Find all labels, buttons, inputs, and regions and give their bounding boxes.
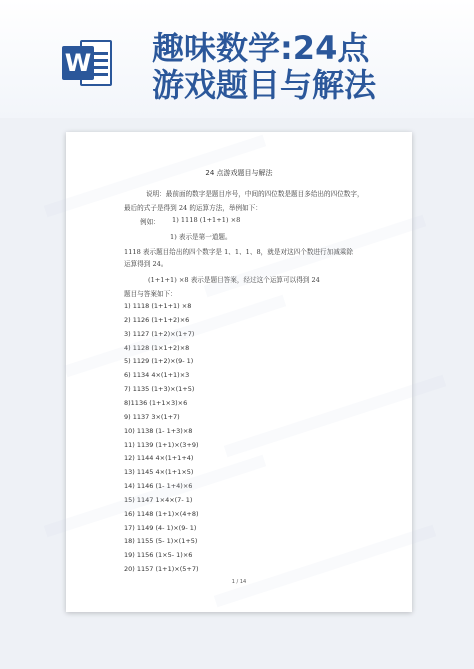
answer-item: 15) 1147 1×4×(7- 1): [124, 495, 193, 504]
answer-item: 9) 1137 3×(1+7): [124, 412, 180, 421]
answer-item: 20) 1157 (1+1)×(5+7): [124, 565, 199, 574]
example-text: 1) 1118 (1+1+1) ×8: [172, 216, 241, 224]
intro-line-2: 最后的式子是得到 24 的运算方法，举例如下：: [124, 204, 262, 212]
document-title: 24 点游戏题目与解法: [205, 169, 273, 177]
word-logo-icon: [62, 38, 114, 90]
example-label: 例如：: [140, 218, 160, 226]
header-banner: [0, 0, 474, 118]
answer-item: 13) 1145 4×(1+1×5): [124, 468, 194, 477]
answer-item: 6) 1134 4×(1+1)×3: [124, 371, 190, 380]
answer-item: 3) 1127 (1+2)×(1+7): [124, 329, 195, 338]
page-number: 1 / 14: [231, 579, 247, 585]
title-line-1: 趣味数学:24点: [152, 29, 370, 67]
explain-line-1: 1) 表示是第一道题。: [170, 233, 232, 241]
answer-item: 12) 1144 4×(1+1+4): [124, 454, 194, 463]
answer-item: 14) 1146 (1- 1+4)×6: [124, 482, 193, 491]
answer-item: 19) 1156 (1×5- 1)×6: [124, 551, 193, 560]
answer-item: 7) 1135 (1+3)×(1+5): [124, 385, 195, 394]
answer-item: 4) 1128 (1×1+2)×8: [124, 343, 190, 352]
explain-line-2: 1118 表示题目给出的四个数字是 1、1、1、8，就是对这四个数进行加减乘除: [124, 248, 353, 256]
answer-item: 5) 1129 (1+2)×(9- 1): [124, 357, 194, 366]
document-page: [66, 132, 412, 612]
answer-item: 17) 1149 (4- 1)×(9- 1): [124, 523, 197, 532]
answer-item: 1) 1118 (1+1+1) ×8: [124, 302, 192, 310]
answer-item: 2) 1126 (1+1+2)×6: [124, 315, 190, 324]
answers-heading: 题目与答案如下：: [124, 290, 177, 298]
intro-line-1: 说明：最前面的数字是题目序号，中间的四位数是题目多给出的四位数字，: [146, 190, 364, 198]
answer-item: 16) 1148 (1+1)×(4+8): [124, 509, 199, 518]
explain-line-4: (1+1+1) ×8 表示是题目答案，经过这个运算可以得到 24: [148, 276, 320, 284]
answer-item: 8)1136 (1+1×3)×6: [124, 398, 188, 407]
answer-item: 18) 1155 (5- 1)×(1+5): [124, 537, 198, 546]
word-letter: W: [62, 46, 94, 80]
answer-item: 11) 1139 (1+1)×(3+9): [124, 440, 199, 449]
page-title: [152, 30, 376, 104]
explain-line-3: 运算得到 24。: [124, 260, 168, 268]
title-line-2: 游戏题目与解法: [152, 66, 377, 104]
answer-item: 10) 1138 (1- 1+3)×8: [124, 426, 193, 435]
